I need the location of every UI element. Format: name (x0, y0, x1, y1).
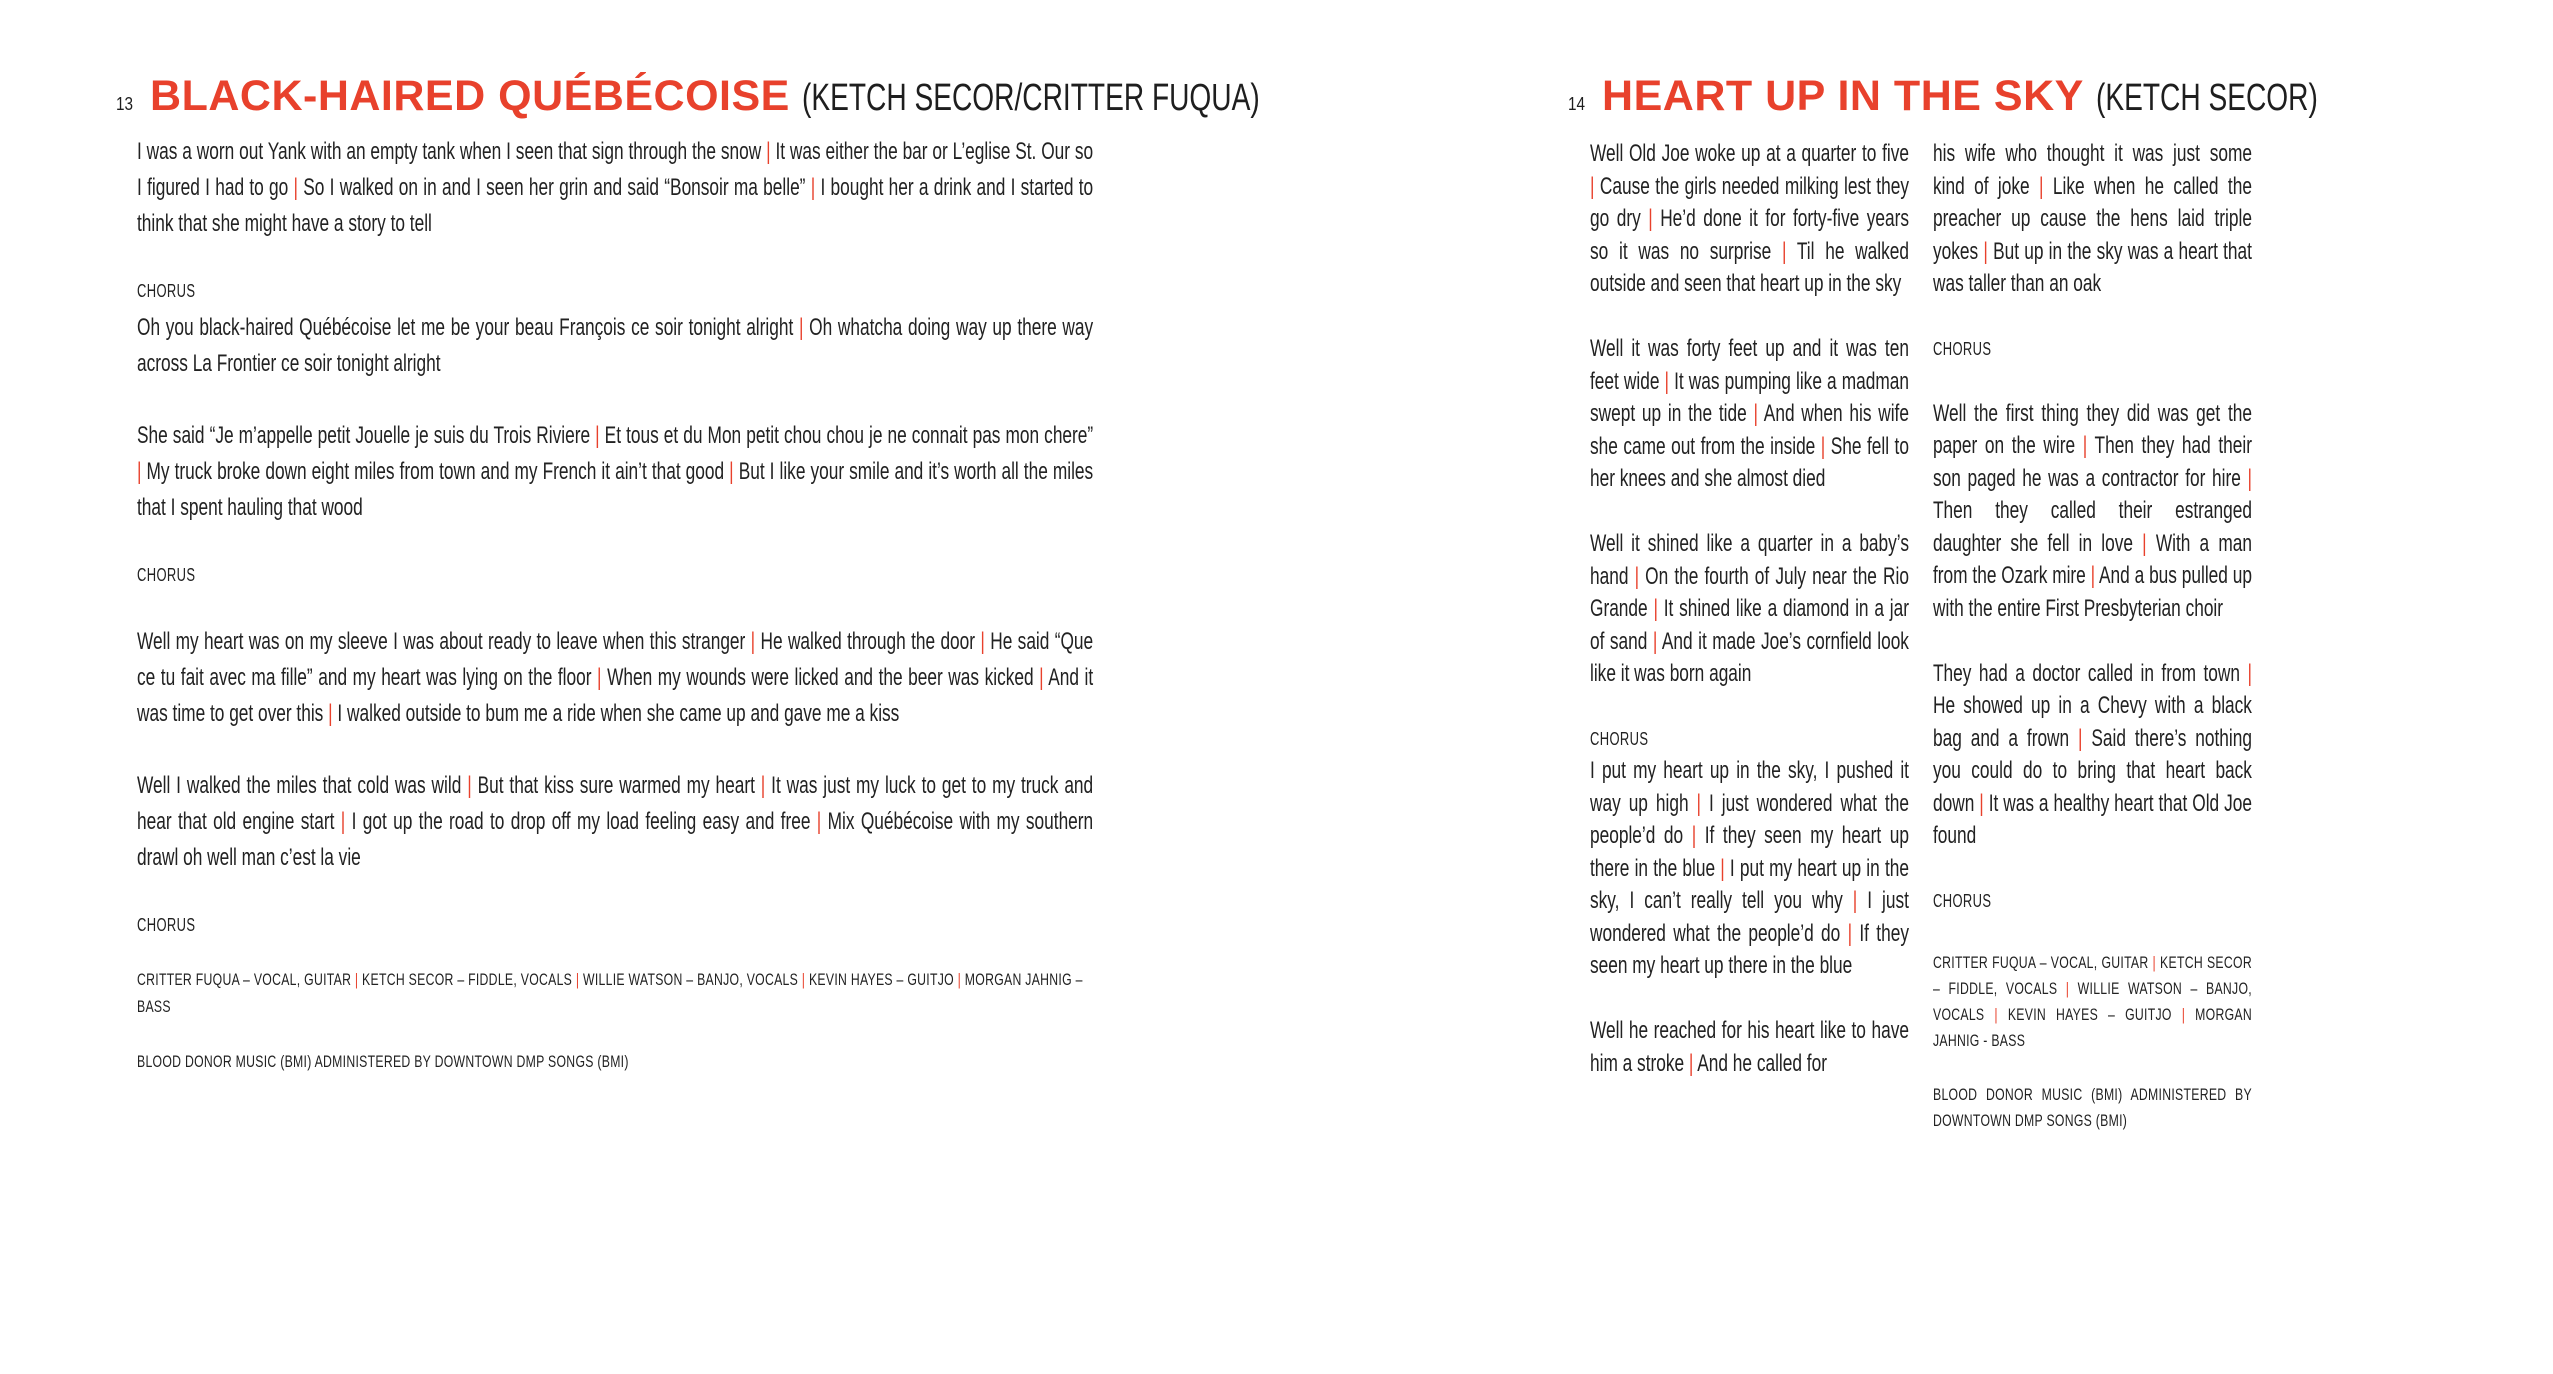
credits: CRITTER FUQUA – VOCAL, GUITAR | KETCH SECOR – FIDDLE, VOCALS | WILLIE WATSON – BANJO, VOCALS | KEVIN HAYES – GUITJO | MORGAN JAHNIG – BASS (137, 970, 1083, 1016)
verse: Well he reached for his heart like to have him a stroke | And he called for (1590, 1017, 1909, 1077)
chorus-label: CHORUS (1933, 339, 1992, 359)
publisher: BLOOD DONOR MUSIC (BMI) ADMINISTERED BY DOWNTOWN DMP SONGS (BMI) (1933, 1084, 2252, 1130)
chorus-label: CHORUS (1933, 891, 1992, 911)
credits: CRITTER FUQUA – VOCAL, GUITAR | KETCH SECOR – FIDDLE, VOCALS | WILLIE WATSON – BANJO, VOCALS | KEVIN HAYES – GUITJO | MORGAN JAHNIG - BASS (1933, 952, 2252, 1050)
publisher: BLOOD DONOR MUSIC (BMI) ADMINISTERED BY DOWNTOWN DMP SONGS (BMI) (137, 1052, 629, 1071)
verse: I was a worn out Yank with an empty tank when I seen that sign through the snow | It was either the bar or L’eglise St. Our so I figured I had to go | So I walked on in and I seen her grin and said “Bonsoir ma belle” | I bought her a drink and I started to think that she might have a story to tell (137, 138, 1094, 237)
song-authors: (KETCH SECOR/CRITTER FUQUA) (801, 77, 1260, 119)
chorus-label: CHORUS (1590, 729, 1649, 749)
song-title: HEART UP IN THE SKY (1602, 72, 2084, 120)
verse: Well Old Joe woke up at a quarter to five | Cause the girls needed milking lest they go dry | He’d done it for forty-five years so it was no surprise | Til he walked outside and seen that heart up in the sky (1590, 140, 1909, 297)
track-number: 13 (116, 94, 134, 114)
chorus-label: CHORUS (137, 281, 196, 301)
chorus: Oh you black-haired Québécoise let me be your beau François ce soir tonight alright | Oh whatcha doing way up there way across La Frontier ce soir tonight alright (137, 314, 1094, 377)
chorus-label: CHORUS (137, 915, 196, 935)
song-heading (116, 72, 1420, 121)
lyrics-column-1 (1590, 138, 1909, 1080)
chorus-label: CHORUS (137, 565, 196, 585)
verse: Well it shined like a quarter in a baby’s hand | On the fourth of July near the Rio Grande | It shined like a diamond in a jar of sand | And it made Joe’s cornfield look like it was born again (1590, 530, 1909, 687)
verse: Well the first thing they did was get the paper on the wire | Then they had their son paged he was a contractor for hire | Then they called their estranged daughter she fell in love | With a man from the Ozark mire | And a bus pulled up with the entire First Presbyterian choir (1933, 399, 2252, 622)
verse: Well my heart was on my sleeve I was about ready to leave when this stranger | He walked through the door | He said “Que ce tu fait avec ma fille” and my heart was lying on the floor | When my wounds were licked and the beer was kicked | And it was time to get over this | I walked outside to bum me a ride when she came up and gave me a kiss (137, 628, 1094, 727)
song-title: BLACK-HAIRED QUÉBÉCOISE (150, 72, 790, 120)
lyrics-column-2 (1933, 138, 2252, 1134)
lyrics-block (137, 134, 1093, 1075)
song-authors: (KETCH SECOR) (2095, 77, 2318, 119)
verse: Well it was forty feet up and it was ten feet wide | It was pumping like a madman swept up in the tide | And when his wife she came out from the inside | She fell to her knees and she almost died (1590, 335, 1909, 492)
track-number: 14 (1568, 94, 1586, 114)
chorus: I put my heart up in the sky, I pushed it way up high | I just wondered what the people’d do | If they seen my heart up there in the blue | I put my heart up in the sky, I can’t really tell you why | I just wondered what the people’d do | If they seen my heart up there in the blue (1590, 757, 1909, 979)
verse: They had a doctor called in from town | He showed up in a Chevy with a black bag and a frown | Said there’s nothing you could do to bring that heart back down | It was a healthy heart that Old Joe found (1933, 659, 2252, 849)
verse: She said “Je m’appelle petit Jouelle je suis du Trois Riviere | Et tous et du Mon petit chou chou je ne connait pas mon chere” | My truck broke down eight miles from town and my French it ain’t that good | But I like your smile and it’s worth all the miles that I spent hauling that wood (137, 422, 1094, 521)
verse: his wife who thought it was just some kind of joke | Like when he called the preacher up cause the hens laid triple yokes | But up in the sky was a heart that was taller than an oak (1933, 140, 2252, 297)
right-page (1276, 0, 2553, 1374)
verse: Well I walked the miles that cold was wild | But that kiss sure warmed my heart | It was just my luck to get to my truck and hear that old engine start | I got up the road to drop off my load feeling easy and free | Mix Québécoise with my southern drawl oh well man c’est la vie (137, 772, 1094, 871)
song-heading (1568, 72, 2396, 121)
left-page (0, 0, 1276, 1374)
